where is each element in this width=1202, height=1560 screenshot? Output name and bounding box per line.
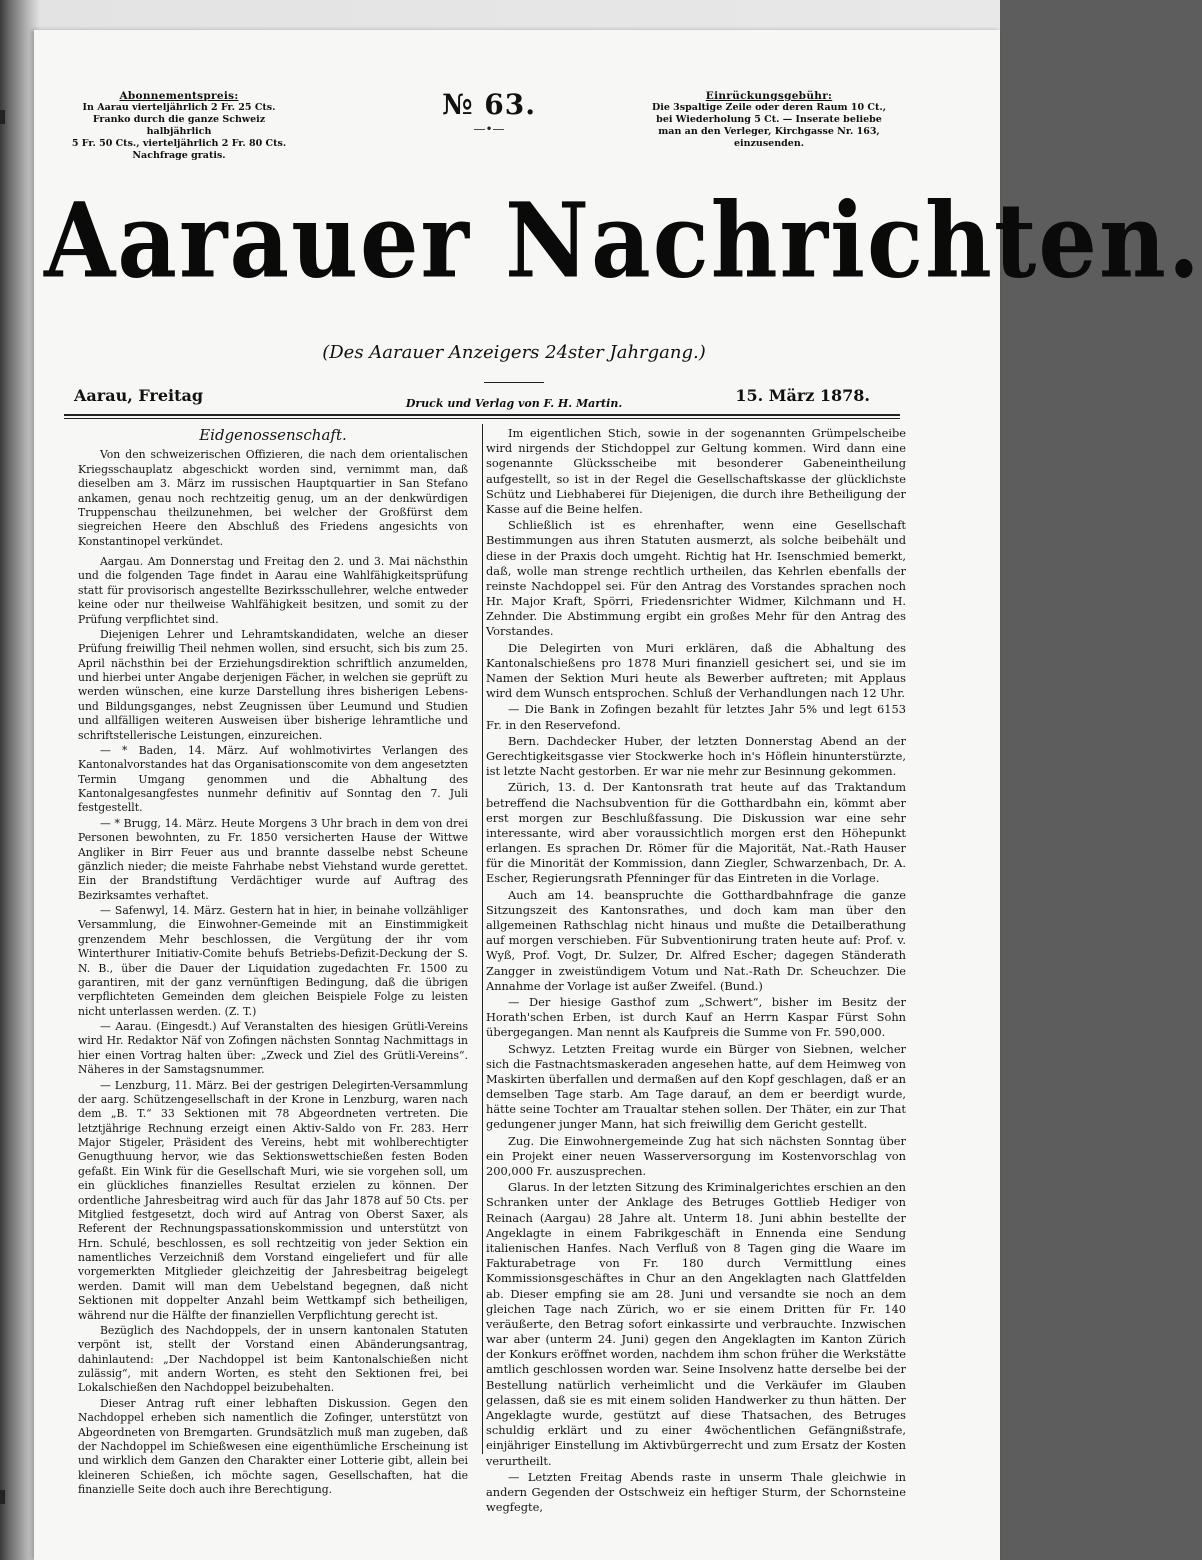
article-paragraph: — Letzten Freitag Abends raste in unserm Thale gleichwie in andern Gegenden der Ostschweiz ein heftiger Sturm, der Schornsteine wegfegte, bbox=[486, 1469, 906, 1515]
newspaper-page bbox=[34, 30, 1202, 1560]
article-paragraph: Im eigentlichen Stich, sowie in der sogenannten Grümpelscheibe wird nirgends der Stichdoppel zur Geltung kommen. Wird dann eine sogenannte Glücksscheibe mit besonderer Gabeneintheilung aufgestellt, so ist in der Regel die Gesellschaftskasse der glücklichste Schütz und Liebhaberei für Diejenigen, die durch ihre Betheiligung der Kasse auf die Beine helfen. bbox=[486, 426, 906, 516]
section-title: Eidgenossenschaft. bbox=[199, 426, 347, 444]
dateline-date: 15. März 1878. bbox=[735, 386, 870, 405]
binding-mark bbox=[0, 110, 5, 124]
subscription-line: 5 Fr. 50 Cts., vierteljährlich 2 Fr. 80 Cts. bbox=[71, 138, 287, 149]
article-paragraph: — Die Bank in Zofingen bezahlt für letztes Jahr 5% und legt 6153 Fr. in den Reservefond. bbox=[486, 702, 906, 732]
subtitle: (Des Aarauer Anzeigers 24ster Jahrgang.) bbox=[322, 342, 706, 363]
article-paragraph: — Aarau. (Eingesdt.) Auf Veranstalten des hiesigen Grütli-Vereins wird Hr. Redaktor Näf von Zofingen nächsten Sonntag Nachmittags in hier einen Vortrag halten über: „Zweck und Ziel des Grütli-Vereins“. Näheres in der Samstagsnummer. bbox=[78, 1020, 468, 1077]
article-paragraph: — * Baden, 14. März. Auf wohlmotivirtes Verlangen des Kantonalvorstandes hat das Organisationscomite von dem angesetzten Termin Umgang genommen und die Abhaltung des Kantonalgesangfestes nunmehr definitiv auf Sonntag den 7. Juli festgestellt. bbox=[78, 743, 468, 815]
ornament: —•— bbox=[473, 122, 505, 136]
subscription-line: In Aarau vierteljährlich 2 Fr. 25 Cts. bbox=[82, 102, 276, 113]
column-right bbox=[486, 426, 906, 1516]
header-rule bbox=[64, 414, 900, 416]
subscription-line: Franko durch die ganze Schweiz halbjährlich bbox=[92, 114, 266, 137]
article-paragraph: Schließlich ist es ehrenhafter, wenn eine Gesellschaft Bestimmungen aus ihren Statuten ausmerzt, als solche beibehält und diese in der Praxis doch umgeht. Richtig hat Hr. Isenschmied bemerkt, daß, wolle man strenge rechtlich urtheilen, das Kehrlen ebenfalls der reinste Nachdoppel sei. Für den Antrag des Vorstandes sprachen noch Hr. Major Kraft, Spörri, Friedensrichter Widmer, Kilchmann und H. Zehnder. Die Abstimmung ergibt ein großes Mehr für den Antrag des Vorstandes. bbox=[486, 518, 906, 639]
article-paragraph: — Der hiesige Gasthof zum „Schwert“, bisher im Besitz der Horath'schen Erben, ist durch Kauf an Herrn Kaspar Fürst Sohn übergegangen. Man nennt als Kaufpreis die Summe von Fr. 590,000. bbox=[486, 994, 906, 1040]
article-paragraph: Auch am 14. beanspruchte die Gotthardbahnfrage die ganze Sitzungszeit des Kantonsrathes, und doch kam man über den allgemeinen Rathschlag nicht hinaus und mußte die Detailberathung auf morgen verschieben. Für Subventionirung traten heute auf: Prof. v. Wyß, Prof. Vogt, Dr. Sulzer, Dr. Alfred Escher; dagegen Ständerath Zangger in zweistündigem Votum und Nat.-Rath Dr. Scheuchzer. Die Annahme der Vorlage ist außer Zweifel. (Bund.) bbox=[486, 887, 906, 993]
insertion-fee-box bbox=[634, 90, 904, 150]
article-paragraph: Zürich, 13. d. Der Kantonsrath trat heute auf das Traktandum betreffend die Nachsubvention für die Gotthardbahn ein, kömmt aber erst morgen zur Beschlußfassung. Die Diskussion war eine sehr interessante, wird aber voraussichtlich morgen erst den Höhepunkt erlangen. Es sprachen Dr. Römer für die Majorität, Nat.-Rath Hauser für die Minorität der Kommission, dann Ziegler, Schwarzenbach, Dr. A. Escher, Regierungsrath Pfenninger für das Eintreten in die Vorlage. bbox=[486, 780, 906, 886]
article-paragraph: — Safenwyl, 14. März. Gestern hat in hier, in beinahe vollzähliger Versammlung, die Einwohner-Gemeinde mit an Einstimmigkeit grenzendem Mehr beschlossen, die Vergütung der ihr vom Winterthurer Initiativ-Comite behufs Betriebs-Defizit-Deckung der S. N. B., über die Dauer der Liquidation zugedachten Fr. 1500 zu garantiren, mit der ganz vernünftigen Bedingung, daß die übrigen verpflichteten Gemeinden dem gleichen Beispiele Folge zu leisten nicht unterlassen werden. (Z. T.) bbox=[78, 904, 468, 1018]
subscription-price-box bbox=[64, 90, 294, 162]
article-paragraph: Von den schweizerischen Offizieren, die nach dem orientalischen Kriegsschauplatz abgeschickt worden sind, vernimmt man, daß dieselben am 3. März im russischen Hauptquartier in San Stefano ankamen, genau noch rechtzeitig genug, um an der denkwürdigen Truppenschau theilzunehmen, bei welcher der Großfürst dem siegreichen Heere den Abschluß des Friedens angesichts von Konstantinopel verkündet. bbox=[78, 448, 468, 548]
dateline-rule bbox=[484, 382, 544, 383]
masthead: Aarauer Nachrichten. bbox=[44, 180, 1202, 301]
article-paragraph: Diejenigen Lehrer und Lehramtskandidaten, welche an dieser Prüfung freiwillig Theil nehmen wollen, sind ersucht, sich bis zum 25. April nächsthin bei der Erziehungsdirektion schriftlich anzumelden, und hierbei unter Angabe derjenigen Fächer, in welchen sie geprüft zu werden wünschen, eine kurze Darstellung ihres bisherigen Lebens- und Bildungsganges, nebst Zeugnissen über Leumund und Studien und allfälligen weiteren Ausweisen über bisherige lehramtliche und schriftstellerische Leistungen, einzureichen. bbox=[78, 627, 468, 742]
subscription-title: Abonnementspreis: bbox=[119, 90, 239, 102]
binding-mark bbox=[0, 1490, 5, 1504]
article-paragraph: — Lenzburg, 11. März. Bei der gestrigen Delegirten-Versammlung der aarg. Schützengesellschaft in der Krone in Lenzburg, waren nach dem „B. T.“ 33 Sektionen mit 78 Abgeordneten vertreten. Die letztjährige Rechnung erzeigt einen Aktiv-Saldo von Fr. 283. Herr Major Stigeler, Präsident des Vereins, hebt mit wohlberechtigter Genugthuung hervor, wie das Sektionswettschießen festen Boden gefaßt. Ein Wink für die Gesellschaft Muri, wie sie vorgehen soll, um ein glückliches finanzielles Resultat erzielen zu können. Der ordentliche Jahresbeitrag wird auch für das Jahr 1878 auf 50 Cts. per Mitglied festgesetzt, doch wird auf Antrag von Oberst Saxer, als Referent der Rechnungspassationskommission und unterstützt von Hrn. Schulé, beschlossen, es soll rechtzeitig von jeder Sektion ein namentliches Verzeichniß dem Vorstand eingeliefert und für alle vorgemerkten Mitglieder gleichzeitig der Jahresbeitrag beigelegt werden. Damit will man dem Uebelstand begegnen, daß nicht Sektionen mit doppelter Anzahl beim Wettkampf sich betheiligen, während nur die Hälfte der finanziellen Verpflichtung gerecht ist. bbox=[78, 1078, 468, 1322]
article-paragraph: Zug. Die Einwohnergemeinde Zug hat sich nächsten Sonntag über ein Projekt einer neuen Wasserversorgung im Kostenvorschlag von 200,000 Fr. auszusprechen. bbox=[486, 1133, 906, 1178]
article-paragraph: Bezüglich des Nachdoppels, der in unsern kantonalen Statuten verpönt ist, stellt der Vorstand einen Abänderungsantrag, dahinlautend: „Der Nachdoppel ist beim Kantonalschießen nicht zulässig“, mit andern Worten, es steht den Sektionen frei, bei Lokalschießen den Nachdoppel beizubehalten. bbox=[78, 1323, 468, 1395]
column-divider bbox=[482, 424, 483, 1454]
article-paragraph: Glarus. In der letzten Sitzung des Kriminalgerichtes erschien an den Schranken unter der Anklage des Betruges Gottlieb Hediger von Reinach (Aargau) 28 Jahre alt. Unterm 18. Juni abhin bestellte der Angeklagte in einem Fabrikgeschäft in Ennenda eine Sendung italienischen Hanfes. Nach Verfluß von 8 Tagen ging die Waare im Fakturabetrage von Fr. 180 durch Vermittlung eines Kommissionsgeschäftes in Chur an den Angeklagten nach Glattfelden ab. Dieser empfing sie am 28. Juni und versandte sie noch an dem gleichen Tage nach Zürich, wo er sie einem Dritten für Fr. 140 veräußerte, den Betrag sofort einkassirte und verbrauchte. Inzwischen war aber (unterm 24. Juni) gegen den Angeklagten im Kanton Zürich der Konkurs eröffnet worden, nachdem ihm schon früher die Werkstätte amtlich geschlossen worden war. Seine Insolvenz hatte derselbe bei der Bestellung natürlich verheimlicht und die Verkäufer im Glauben gelassen, daß sie es mit einem soliden Handwerker zu thun hätten. Der Angeklagte wurde, gestützt auf diese Thatsachen, des Betruges schuldig erklärt und zu einer 4wöchentlichen Gefängnißstrafe, einjähriger Einstellung im Aktivbürgerrecht und zum Ersatz der Kosten verurtheilt. bbox=[486, 1180, 906, 1468]
article-paragraph: Die Delegirten von Muri erklären, daß die Abhaltung des Kantonalschießens pro 1878 Muri finanziell gesichert sei, und sie im Namen der Sektion Muri heute als Bewerber auftreten; mit Applaus wird dem Wunsch entsprochen. Schluß der Verhandlungen nach 12 Uhr. bbox=[486, 640, 906, 701]
article-paragraph: Schwyz. Letzten Freitag wurde ein Bürger von Siebnen, welcher sich die Fastnachtsmaskeraden angesehen hatte, auf dem Heimweg von Maskirten überfallen und dermaßen auf den Kopf geschlagen, daß er an demselben Tage starb. Am Tage darauf, an dem er beerdigt wurde, hätte seine Tochter am Traualtar stehen sollen. Der Thäter, ein zur That gedungener junger Mann, hat sich freiwillig dem Gericht gestellt. bbox=[486, 1041, 906, 1132]
insertion-fee-line: einzusenden. bbox=[733, 138, 805, 149]
article-paragraph: — * Brugg, 14. März. Heute Morgens 3 Uhr brach in dem von drei Personen bewohnten, zu Fr. 1850 versicherten Hause der Wittwe Angliker in Birr Feuer aus und brannte dasselbe nebst Scheune gänzlich nieder; die meiste Fahrhabe nebst Viehstand wurde gerettet. Ein der Brandstiftung Verdächtiger wurde auf Auftrag des Bezirksamtes verhaftet. bbox=[78, 816, 468, 902]
printer-imprint: Druck und Verlag von F. H. Martin. bbox=[405, 397, 623, 410]
insertion-fee-line: man an den Verleger, Kirchgasse Nr. 163, bbox=[658, 126, 880, 137]
article-paragraph: Aargau. Am Donnerstag und Freitag den 2. und 3. Mai nächsthin und die folgenden Tage findet in Aarau eine Wahlfähigkeitsprüfung statt für provisorisch angestellte Bezirksschullehrer, welche entweder keine oder nur theilweise Wahlfähigkeit besitzen, und somit zu der Prüfung verpflichtet sind. bbox=[78, 555, 468, 626]
subscription-line: Nachfrage gratis. bbox=[132, 150, 226, 161]
article-paragraph: Dieser Antrag ruft einer lebhaften Diskussion. Gegen den Nachdoppel erheben sich namentlich die Zofinger, unterstützt von Abgeordneten von Bremgarten. Grundsätzlich muß man zugeben, daß der Nachdoppel im Schießwesen eine eigenthümliche Erscheinung ist und wirklich dem Ganzen den Charakter einer Lotterie gibt, allein bei kleineren Schießen, ich möchte sagen, Gesellschaften, hat die finanzielle Seite doch auch ihre Berechtigung. bbox=[78, 1396, 468, 1496]
article-paragraph: Bern. Dachdecker Huber, der letzten Donnerstag Abend an der Gerechtigkeitsgasse vier Stockwerke hoch in's Höflein hinunterstürzte, ist letzte Nacht gestorben. Er war nie mehr zur Besinnung gekommen. bbox=[486, 733, 906, 779]
dateline-place-day: Aarau, Freitag bbox=[74, 386, 204, 405]
header-rule-thin bbox=[64, 418, 900, 419]
insertion-fee-title: Einrückungsgebühr: bbox=[705, 90, 833, 102]
insertion-fee-line: Die 3spaltige Zeile oder deren Raum 10 Ct., bbox=[651, 102, 887, 113]
issue-number: № 63. bbox=[442, 88, 536, 121]
column-left bbox=[78, 426, 468, 1498]
insertion-fee-line: bei Wiederholung 5 Ct. — Inserate beliebe bbox=[656, 114, 882, 125]
